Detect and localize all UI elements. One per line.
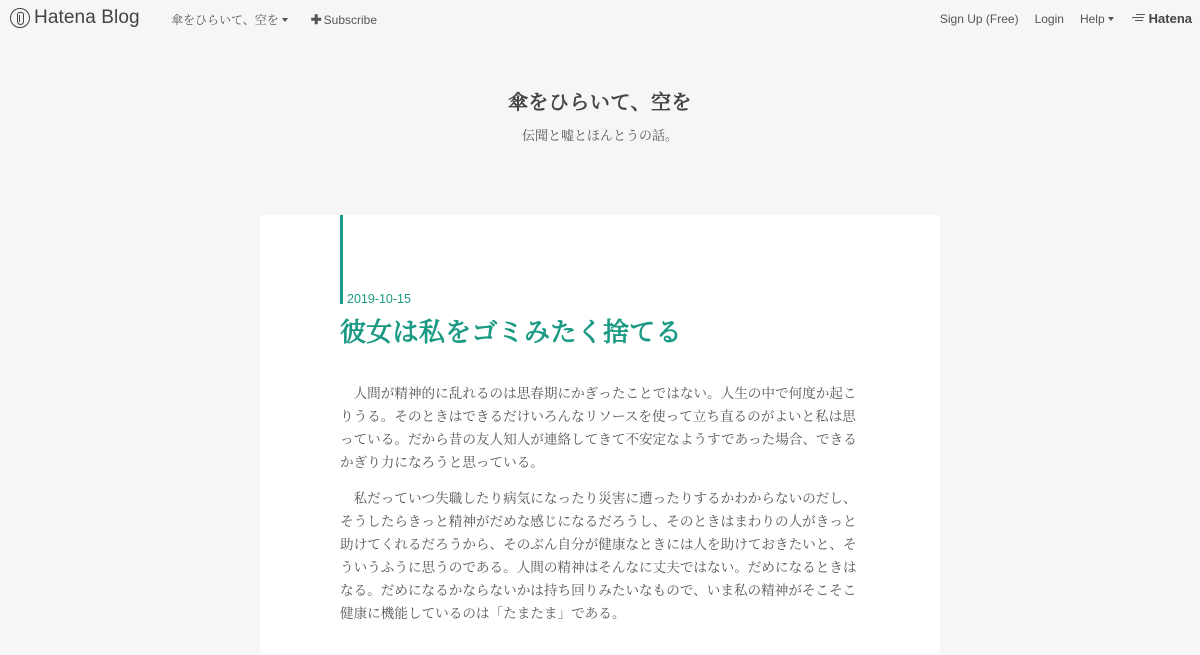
date-accent-bar [340,215,343,304]
hatena-icon [1132,14,1146,24]
blog-title[interactable]: 傘をひらいて、空を [507,90,693,114]
hatena-logo-text: Hatena [1148,11,1192,26]
blog-description: 伝聞と嘘とほんとうの話。 [521,129,678,144]
subscribe-button[interactable] [311,12,377,28]
blog-name-label: 傘をひらいて、空を [171,13,279,27]
signup-link[interactable]: Sign Up (Free) [939,11,1019,26]
blog-name-menu[interactable] [171,11,288,28]
help-menu[interactable] [1080,12,1114,26]
topnav-left [171,11,377,28]
hatena-blog-logo[interactable] [10,7,140,29]
entry-paragraph: 私だっていつ失職したり病気になったり災害に遭ったりするかわからないのだし、そうしたらきっと精神がだめな感じになるだろうし、そのときはまわりの人がきっと助けてくれるだろうから、そのぶん自分が健康なときには人を助けておきたいと、そういうふうに思うのである。人間の精神はそんなに丈夫ではない。だめになるときはなる。だめになるかならないかは持ち回りみたいなもので、いま私の精神がそこそこ健康に機能しているのは「たまたま」である。 [340,491,857,622]
top-bar [0,0,1200,36]
blog-header [0,86,1200,144]
entry-paragraph: 人間が精神的に乱れるのは思春期にかぎったことではない。人生の中で何度か起こりうる。そのときはできるだけいろんなリソースを使って立ち直るのがよいと私は思っている。だから昔の友人知人が連絡してきて不安定なようすであった場合、できるかぎり力になろうと思っている。 [340,386,857,471]
plus-icon: ✚ [310,11,322,27]
hatena-logo[interactable] [1132,11,1192,26]
brand-text: Hatena Blog [34,7,140,28]
hatena-blog-icon [10,8,30,28]
entry-card [260,215,940,655]
topnav-right [940,11,1192,26]
entry-date[interactable]: 2019-10-15 [347,292,411,306]
help-label: Help [1079,11,1105,26]
caret-down-icon [282,18,288,22]
entry-body [340,383,860,639]
entry-title[interactable]: 彼女は私をゴミみたく捨てる [340,318,682,348]
login-link[interactable]: Login [1034,11,1064,26]
caret-down-icon [1108,17,1114,21]
subscribe-label: Subscribe [323,12,378,27]
